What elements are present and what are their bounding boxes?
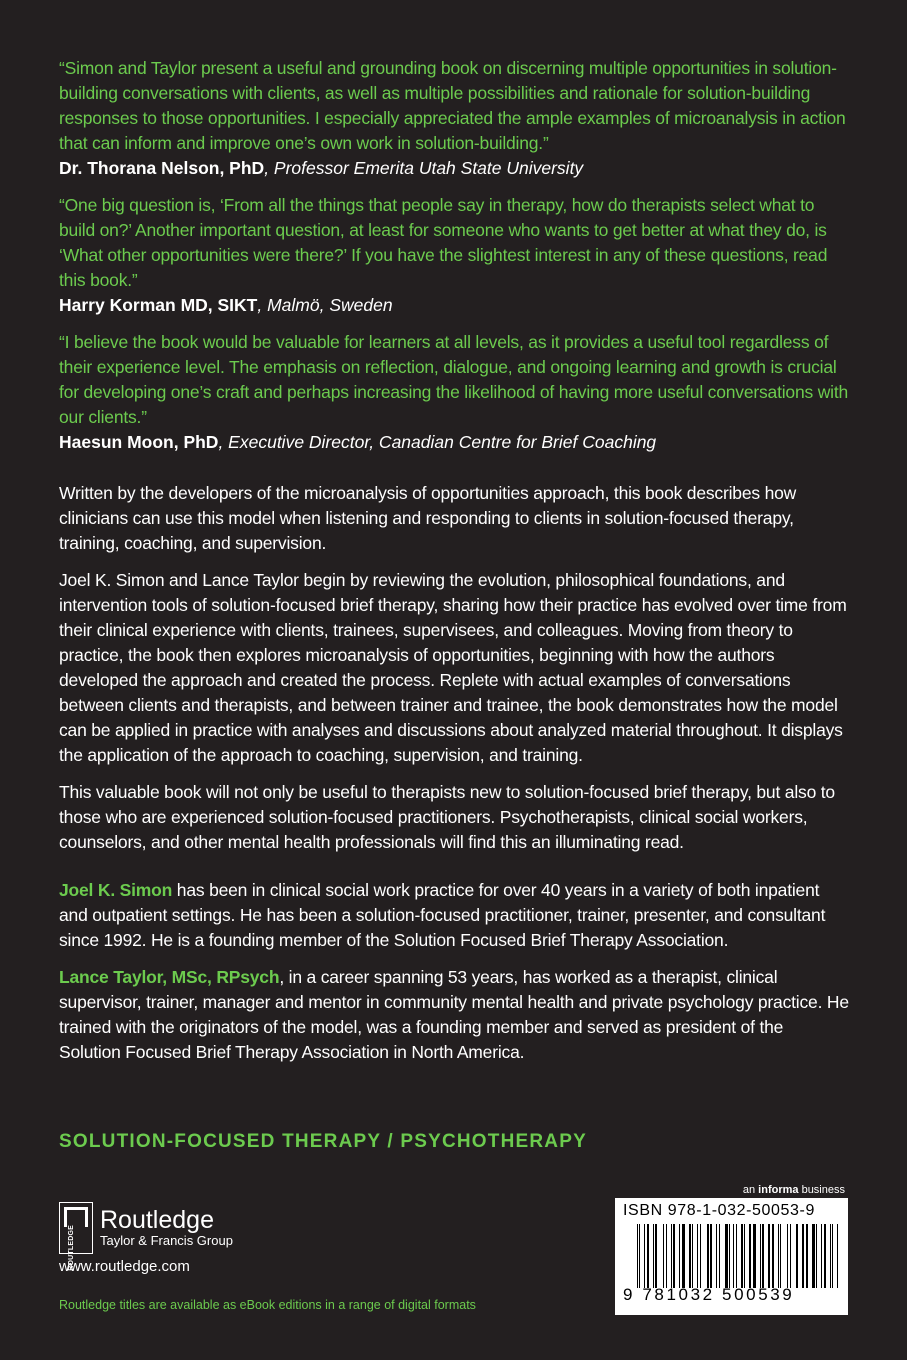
barcode-bar (686, 1224, 687, 1288)
barcode-bar (733, 1224, 734, 1288)
barcode-bar (760, 1224, 761, 1288)
barcode-bar (800, 1224, 801, 1288)
back-cover-content (59, 56, 849, 1077)
barcode-bar (744, 1224, 745, 1288)
book-description (59, 481, 849, 855)
barcode-bar (741, 1224, 743, 1288)
barcode-bar (707, 1224, 709, 1288)
description-paragraph: Joel K. Simon and Lance Taylor begin by reviewing the evolution, philosophical foundations, and intervention tools of solution-focused brief therapy, sharing how their practice has evolved over time from their clinical experience with clients, trainees, supervisees, and colleagues. Moving from theory to practice, the book then explores microanalysis of opportunities, beginning with how the authors developed the approach and created the process. Replete with actual examples of conversations between clients and therapists, and between trainer and trainee, the book demonstrates how the model can be applied in practice with analyses and discussions about analyzed material throughout. It displays the application of the approach to coaching, supervision, and training. (59, 570, 847, 765)
author-bio (59, 878, 849, 953)
informa-brand: informa (758, 1184, 799, 1196)
barcode-bars (637, 1224, 840, 1288)
ebook-note: Routledge titles are available as eBook editions in a range of digital formats (59, 1298, 476, 1312)
barcode-bar (762, 1224, 764, 1288)
routledge-logo-icon (59, 1202, 93, 1271)
barcode-bar (792, 1224, 794, 1288)
author-name: Joel K. Simon (59, 880, 173, 900)
barcode-bar (679, 1224, 680, 1288)
barcode-bar (714, 1224, 715, 1288)
description-paragraph: This valuable book will not only be useful to therapists new to solution-focused brief therapy, but also to those who are experienced solution-focused practitioners. Psychotherapists, clinical social workers, counselors, and other mental health professionals will find this an illuminating read. (59, 782, 835, 852)
barcode-bar (682, 1224, 685, 1288)
informa-suffix: business (798, 1184, 845, 1196)
barcode-bar (775, 1224, 776, 1288)
subject-category: SOLUTION-FOCUSED THERAPY / PSYCHOTHERAPY (59, 1131, 587, 1152)
barcode-bar (790, 1224, 791, 1288)
informa-business-label (743, 1184, 845, 1196)
endorsement-quote: “One big question is, ‘From all the things that people say in therapy, how do therapists select what to build on?’ Another important question, at least for someone who wants to get better at what they do, is ‘What other opportunities were there?’ If you have the slightest interest in any of these questions, read this book.” (59, 195, 828, 290)
barcode-bar (637, 1224, 638, 1288)
informa-prefix: an (742, 1184, 759, 1196)
publisher-group: Taylor & Francis Group (100, 1233, 233, 1248)
barcode-bar (721, 1224, 723, 1288)
barcode-bar (668, 1224, 669, 1288)
barcode-bar (710, 1224, 712, 1288)
barcode-bar (655, 1224, 657, 1288)
barcode-bar (700, 1224, 701, 1288)
barcode-bar (797, 1224, 798, 1288)
barcode-bar (832, 1224, 833, 1288)
barcode-bar (659, 1224, 662, 1288)
description-paragraph: Written by the developers of the microanalysis of opportunities approach, this book describes how clinicians can use this model when listening and responding to clients in solution-focused therapy, training, coaching, and supervision. (59, 483, 797, 553)
barcode-bar (772, 1224, 774, 1288)
barcode-bar (812, 1224, 815, 1288)
logo-vertical-text: ROUTLEDGE (68, 1225, 75, 1271)
barcode-bar (671, 1224, 673, 1288)
barcode-bar (673, 1224, 675, 1288)
barcode-bar (642, 1224, 643, 1288)
endorsement-quote: “I believe the book would be valuable for learners at all levels, as it provides a useful tool regardless of their experience level. The emphasis on reflection, dialogue, and ongoing learning and growth is crucial for developing one’s craft and perhaps increasing the likelihood of having more useful conversations with our clients.” (59, 332, 849, 427)
publisher-website[interactable]: www.routledge.com (59, 1258, 190, 1275)
barcode-bar (650, 1224, 651, 1288)
barcode-bar (809, 1224, 810, 1288)
barcode-bar (639, 1224, 640, 1288)
endorser-affiliation: , Malmö, Sweden (257, 295, 393, 315)
barcode-bar (780, 1224, 781, 1288)
endorsement-3 (59, 330, 849, 455)
author-bios (59, 878, 849, 1065)
isbn-number: ISBN 978-1-032-50053-9 (623, 1202, 815, 1219)
barcode-bar (729, 1224, 730, 1288)
barcode-digits: 9 781032 500539 (623, 1285, 795, 1304)
barcode-bar (697, 1224, 698, 1288)
author-bio-text: , in a career spanning 53 years, has worked as a therapist, clinical supervisor, trainer, manager and mentor in community mental health and private psychology practice. He trained with the originators of the model, was a founding member and served as president of the Solution Focused Brief Therapy Association in North America. (59, 967, 849, 1062)
barcode-bar (719, 1224, 720, 1288)
barcode-bar (787, 1224, 788, 1288)
barcode-bar (644, 1224, 645, 1288)
barcode-bar (738, 1224, 739, 1288)
endorser-affiliation: , Professor Emerita Utah State University (264, 158, 584, 178)
author-name: Lance Taylor, MSc, RPsych (59, 967, 280, 987)
barcode-bar (824, 1224, 826, 1288)
barcode-bar (766, 1224, 767, 1288)
barcode-bar (666, 1224, 667, 1288)
endorser-name: Haesun Moon, PhD (59, 432, 219, 452)
endorser-name: Harry Korman MD, SIKT (59, 295, 258, 315)
endorsement-attribution (59, 156, 849, 181)
barcode-bar (725, 1224, 728, 1288)
isbn-barcode (615, 1198, 848, 1315)
endorsement-1 (59, 56, 849, 181)
barcode-bar (827, 1224, 828, 1288)
publisher-name: Routledge (100, 1206, 214, 1234)
barcode-bar (677, 1224, 678, 1288)
barcode-bar (796, 1224, 797, 1288)
author-bio (59, 965, 849, 1065)
barcode-bar (716, 1224, 717, 1288)
barcode-bar (647, 1224, 649, 1288)
barcode-bar (835, 1224, 836, 1288)
barcode-bar (747, 1224, 748, 1288)
barcode-bar (806, 1224, 808, 1288)
barcode-bar (663, 1224, 664, 1288)
author-bio-text: has been in clinical social work practice for over 40 years in a variety of both inpatient and outpatient settings. He has been a solution-focused practitioner, trainer, presenter, and consultant since 1992. He is a founding member of the Solution Focused Brief Therapy Association. (59, 880, 826, 950)
barcode-bar (689, 1224, 691, 1288)
barcode-bar (695, 1224, 696, 1288)
barcode-bar (830, 1224, 831, 1288)
barcode-bar (837, 1224, 838, 1288)
barcode-bar (816, 1224, 817, 1288)
barcode-bar (802, 1224, 804, 1288)
barcode-bar (732, 1224, 733, 1288)
barcode-bar (692, 1224, 693, 1288)
endorser-affiliation: , Executive Director, Canadian Centre for Brief Coaching (218, 432, 657, 452)
endorsement-attribution (59, 293, 849, 318)
endorsement-quote: “Simon and Taylor present a useful and grounding book on discerning multiple opportunities in solution-building conversations with clients, as well as multiple possibilities and rationale for solution-building responses to those opportunities. I especially appreciated the ample examples of microanalysis in action that can inform and improve one’s own work in solution-building.” (59, 58, 846, 153)
barcode-bar (757, 1224, 758, 1288)
endorsement-attribution (59, 430, 849, 455)
barcode-bar (749, 1224, 751, 1288)
barcode-bar (778, 1224, 779, 1288)
publisher-names (100, 1207, 233, 1249)
barcode-bar (653, 1224, 654, 1288)
endorser-name: Dr. Thorana Nelson, PhD (59, 158, 265, 178)
barcode-bar (736, 1224, 737, 1288)
barcode-bar (768, 1224, 770, 1288)
barcode-bar (783, 1224, 786, 1288)
barcode-bar (821, 1224, 822, 1288)
barcode-bar (753, 1224, 756, 1288)
barcode-bar (819, 1224, 820, 1288)
barcode-bar (702, 1224, 705, 1288)
endorsement-2 (59, 193, 849, 318)
